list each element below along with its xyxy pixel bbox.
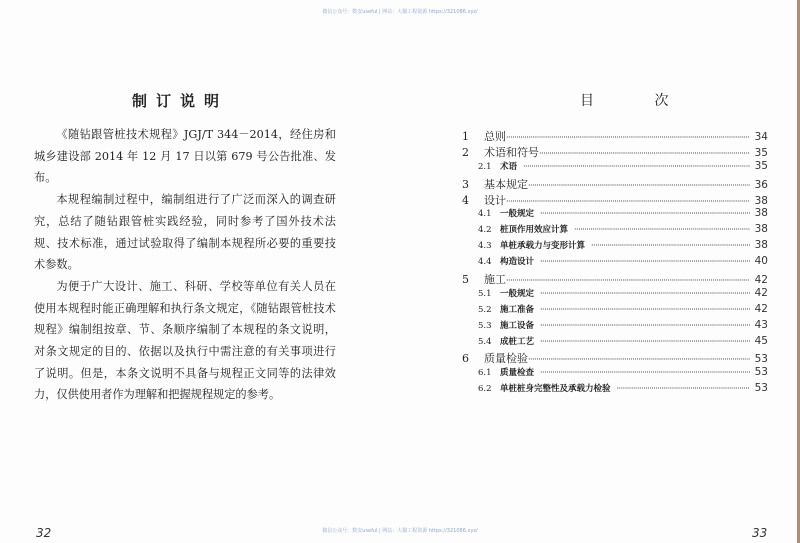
toc-label: 设计 — [484, 193, 506, 207]
toc-page: 42 — [754, 302, 768, 315]
toc-entry[interactable] — [460, 303, 768, 319]
toc-page: 43 — [754, 318, 768, 331]
toc-leader — [617, 384, 750, 393]
toc-page: 42 — [754, 274, 768, 287]
toc-page: 38 — [754, 207, 768, 220]
toc-page: 53 — [754, 366, 768, 379]
toc-label: 单桩承载力与变形计算 — [500, 241, 586, 252]
toc-number: 6 — [462, 352, 469, 366]
toc-page: 53 — [754, 353, 768, 366]
toc-number: 3 — [462, 177, 469, 191]
toc-entry[interactable] — [460, 144, 768, 160]
toc-page: 40 — [754, 255, 768, 268]
toc-number: 6.1 — [478, 368, 492, 379]
paragraph: 《随钻跟管桩技术规程》JGJ/T 344－2014，经住房和城乡建设部 2014 年 12 月 17 日以第 679 号公告批准、发布。 — [34, 128, 336, 185]
toc-label: 总则 — [484, 130, 506, 143]
toc-number: 5 — [462, 273, 469, 287]
toc-number: 1 — [462, 130, 469, 143]
table-of-contents — [460, 128, 768, 398]
toc-entry[interactable] — [460, 207, 768, 223]
toc-number: 4 — [462, 193, 469, 207]
toc-leader — [523, 162, 750, 171]
toc-entry[interactable] — [460, 350, 768, 366]
toc-page: 38 — [754, 239, 768, 252]
toc-leader — [540, 257, 750, 266]
toc-entry[interactable] — [460, 366, 768, 382]
toc-page: 36 — [754, 178, 768, 191]
toc-page: 34 — [754, 131, 768, 143]
toc-label: 术语和符号 — [484, 145, 539, 159]
page-number: 32 — [36, 526, 52, 540]
toc-title: 目 次 — [580, 93, 697, 109]
toc-page: 38 — [754, 194, 768, 207]
toc-entry[interactable] — [460, 223, 768, 239]
toc-entry[interactable] — [460, 271, 768, 287]
toc-label: 术语 — [500, 161, 518, 172]
toc-number: 2.1 — [478, 161, 492, 172]
toc-entry[interactable] — [460, 255, 768, 271]
toc-entry[interactable] — [460, 128, 768, 144]
toc-leader — [506, 276, 750, 285]
toc-entry[interactable] — [460, 176, 768, 192]
toc-entry[interactable] — [460, 160, 768, 176]
toc-leader — [540, 337, 750, 346]
toc-label: 构造设计 — [500, 257, 535, 268]
right-page — [400, 0, 800, 543]
toc-page: 38 — [754, 223, 768, 236]
toc-number: 5.1 — [478, 288, 492, 299]
toc-entry[interactable] — [460, 382, 768, 398]
toc-number: 4.4 — [478, 257, 492, 268]
toc-number: 2 — [462, 145, 469, 159]
toc-leader — [539, 149, 750, 158]
toc-page: 35 — [754, 159, 768, 172]
toc-label: 施工 — [484, 273, 506, 287]
toc-number: 4.2 — [478, 225, 492, 236]
toc-leader — [528, 355, 750, 364]
toc-number: 5.2 — [478, 304, 492, 315]
toc-label: 一般规定 — [500, 288, 535, 299]
toc-leader — [506, 197, 750, 206]
toc-leader — [506, 133, 750, 142]
toc-page: 45 — [754, 334, 768, 347]
paragraph: 为便于广大设计、施工、科研、学校等单位有关人员在使用本规程时能正确理解和执行条文规定，《随钻跟管桩技术规程》编制组按章、节、条顺序编制了本规程的条文说明，对条文规定的目的、依据以及执行中需注意的有关事项进行了说明。但是，本条文说明不具备与规程正文同等的法律效力，仅供使用者作为理解和把握规程规定的参考。 — [34, 279, 336, 402]
toc-entry[interactable] — [460, 335, 768, 351]
watermark-top: 微信公众号：数安useful | 网站：大猫工程资源 https://321086.xyz/ — [322, 9, 478, 15]
toc-page: 35 — [754, 146, 768, 159]
toc-entry[interactable] — [460, 319, 768, 335]
toc-label: 桩顶作用效应计算 — [500, 225, 569, 236]
watermark-bottom: 微信公众号：数安useful | 网站：大猫工程资源 https://321086.xyz/ — [322, 528, 478, 534]
toc-entry[interactable] — [460, 239, 768, 255]
toc-leader — [540, 305, 750, 314]
explanation-text — [34, 124, 336, 406]
toc-label: 单桩桩身完整性及承载力检验 — [500, 384, 611, 395]
toc-leader — [574, 225, 750, 234]
toc-number: 6.2 — [478, 384, 492, 395]
page-title: 制订说明 — [131, 92, 228, 110]
toc-label: 施工准备 — [500, 304, 535, 315]
toc-label: 质量检验 — [484, 352, 528, 366]
toc-leader — [540, 209, 750, 218]
toc-leader — [540, 368, 750, 377]
toc-leader — [591, 241, 750, 250]
toc-label: 基本规定 — [484, 177, 528, 191]
toc-page: 53 — [754, 382, 768, 395]
toc-label: 成桩工艺 — [500, 336, 535, 347]
toc-label: 施工设备 — [500, 320, 535, 331]
toc-number: 5.3 — [478, 320, 492, 331]
toc-page: 42 — [754, 286, 768, 299]
paragraph: 本规程编制过程中，编制组进行了广泛而深入的调查研究，总结了随钻跟管桩实践经验，同时参考了国外技术法规、技术标准，通过试验取得了编制本规程所必要的重要技术参数。 — [34, 193, 336, 272]
toc-entry[interactable] — [460, 192, 768, 208]
toc-number: 4.1 — [478, 209, 492, 220]
toc-number: 5.4 — [478, 336, 492, 347]
toc-leader — [540, 321, 750, 330]
toc-leader — [528, 181, 750, 190]
toc-number: 4.3 — [478, 241, 492, 252]
toc-label: 质量检查 — [500, 368, 535, 379]
toc-label: 一般规定 — [500, 209, 535, 220]
toc-entry[interactable] — [460, 287, 768, 303]
toc-leader — [540, 289, 750, 298]
page-number: 33 — [752, 526, 768, 540]
